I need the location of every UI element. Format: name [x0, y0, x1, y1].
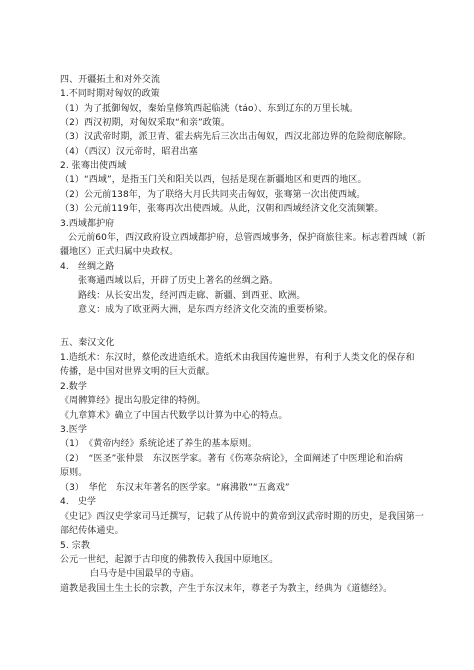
medicine-item-1: （1） 《黄帝内经》系统论述了养生的基本原则。	[60, 439, 258, 449]
history-line-2: 部纪传体通史。	[60, 526, 124, 536]
protectorate-text-line-2: 疆地区）正式归属中央政权。	[60, 247, 179, 257]
xiongnu-item-4: （4）（西汉）汉元帝时，昭君出塞	[60, 147, 198, 157]
silk-road-text: 张骞通西域以后，开辟了历史上著名的丝绸之路。	[78, 276, 279, 286]
silk-road-significance: 意义：成为了欧亚两大洲，是东西方经济文化交流的重要桥梁。	[78, 305, 333, 315]
history-line-1: 《史记》西汉史学家司马迁撰写，记载了从传说中的黄帝到汉武帝时期的历史，是我国第一	[60, 512, 425, 522]
papermaking-line-1: 1.造纸术：东汉时，蔡伦改进造纸术。造纸术由我国传遍世界，有利于人类文化的保存和	[60, 353, 415, 363]
subheading-history: 4. 史学	[60, 497, 97, 507]
protectorate-text-line-1: 公元前60年，西汉政府设立西域都护府，总管西域事务，保护商旅往来。标志着西域（新	[68, 233, 426, 243]
religion-buddhism: 公元一世纪，起源于古印度的佛教传入我国中原地区。	[60, 555, 279, 565]
section-five-heading: 五、秦汉文化	[60, 338, 115, 348]
silk-road-route: 路线：从长安出发，经河西走廊、新疆、到西亚、欧洲。	[78, 291, 306, 301]
subheading-medicine: 3.医学	[60, 425, 87, 435]
medicine-item-2-line-2: 原则。	[60, 468, 88, 478]
medicine-item-2-line-1: （2） “医圣”张仲景 东汉医学家。著有《伤寒杂病论》，全面阐述了中医理论和治病	[60, 454, 404, 464]
subheading-math: 2.数学	[60, 382, 87, 392]
xiongnu-item-3: （3）汉武帝时期，派卫青、霍去病先后三次出击匈奴，西汉北部边界的危险彻底解除。	[60, 132, 412, 142]
xiongnu-item-1: （1）为了抵御匈奴，秦始皇修筑西起临洮（táo）、东到辽东的万里长城。	[60, 104, 359, 114]
zhang-qian-item-1: （1）“西域”，是指玉门关和阳关以西，包括是现在新疆地区和更西的地区。	[60, 175, 367, 185]
math-item-1: 《周髀算经》提出勾股定律的特例。	[60, 396, 206, 406]
subheading-xiongnu-policy: 1.不同时期对匈奴的政策	[60, 89, 160, 99]
medicine-item-3: （3） 华佗 东汉末年著名的医学家。“麻沸散”“五禽戏”	[60, 483, 290, 493]
subheading-protectorate: 3.西域都护府	[60, 219, 115, 229]
subheading-religion: 5. 宗教	[60, 541, 90, 551]
section-four-heading: 四、开疆拓土和对外交流	[60, 75, 161, 85]
subheading-silk-road: 4. 丝绸之路	[60, 262, 115, 272]
xiongnu-item-2: （2）西汉初期，对匈奴采取“和亲”政策。	[60, 118, 231, 128]
zhang-qian-item-3: （3）公元前119年，张骞再次出使西域。从此，汉朝和西域经济文化交流频繁。	[60, 204, 384, 214]
religion-taoism: 道教是我国土生土长的宗教，产生于东汉末年，尊老子为教主，经典为《道德经》。	[60, 584, 393, 594]
subheading-zhang-qian: 2. 张骞出使西域	[60, 161, 127, 171]
zhang-qian-item-2: （2）公元前138年，为了联络大月氏共同夹击匈奴，张骞第一次出使西域。	[60, 190, 366, 200]
papermaking-line-2: 传播，是中国对世界文明的巨大贡献。	[60, 367, 215, 377]
religion-baima-temple: 白马寺是中国最早的寺庙。	[90, 569, 200, 579]
math-item-2: 《九章算术》确立了中国古代数学以计算为中心的特点。	[60, 411, 288, 421]
